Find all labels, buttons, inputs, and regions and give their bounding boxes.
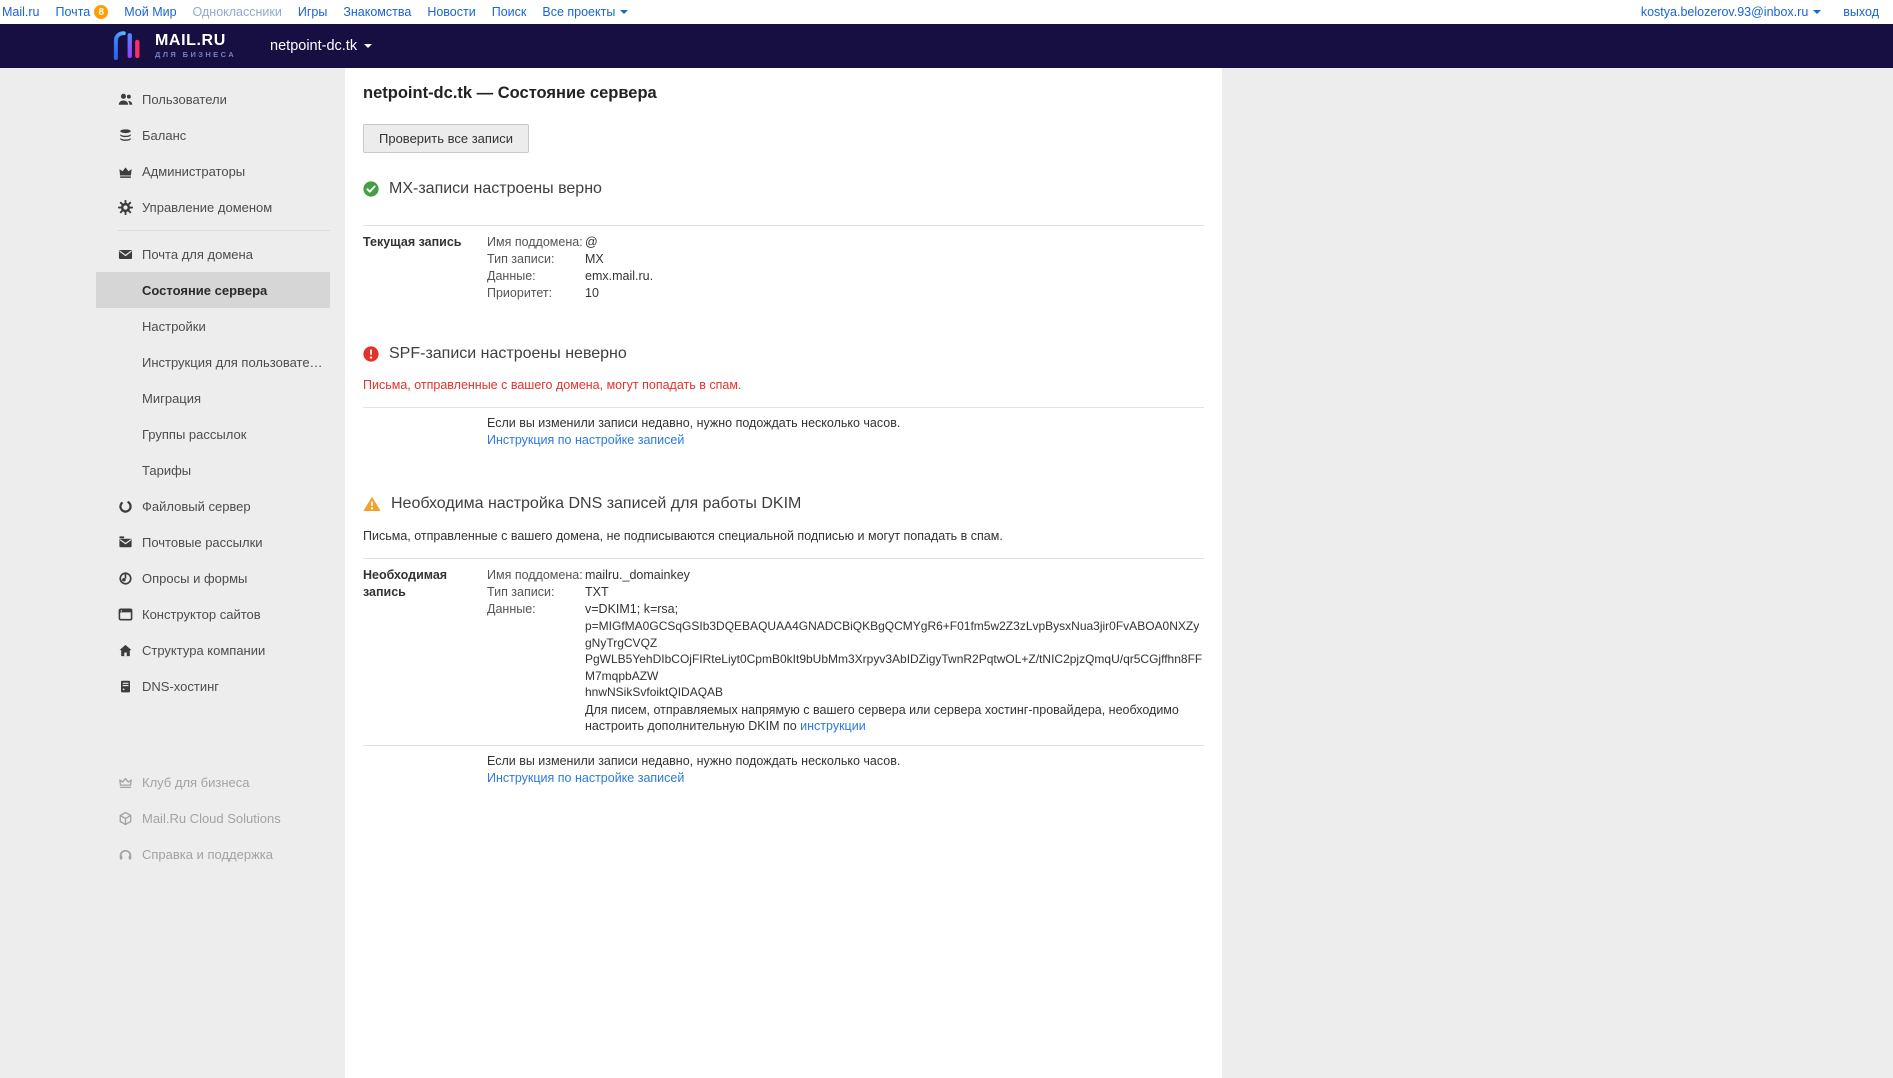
survey-icon xyxy=(118,571,133,586)
all-projects-label: Все проекты xyxy=(542,5,616,19)
spf-instruction-link[interactable]: Инструкция по настройке записей xyxy=(487,433,685,447)
spf-note-block xyxy=(487,415,1204,449)
balance-icon xyxy=(118,128,133,143)
sidebar-item-server-status[interactable] xyxy=(96,272,330,308)
domain-selector[interactable] xyxy=(270,38,372,54)
status-ok-icon xyxy=(363,181,379,197)
dkim-record-table xyxy=(363,567,1204,735)
sidebar-item-label: Баланс xyxy=(142,127,187,143)
sidebar-item-newsletters[interactable] xyxy=(96,524,330,560)
cube-icon xyxy=(118,811,133,826)
spf-heading-text: SPF-записи настроены неверно xyxy=(389,345,627,362)
chevron-down-icon xyxy=(364,44,372,52)
logo-text xyxy=(155,33,236,59)
gear-icon xyxy=(118,200,133,215)
chevron-down-icon xyxy=(620,10,628,18)
logo-subtitle: ДЛЯ БИЗНЕСА xyxy=(155,50,237,59)
circle-arc-icon xyxy=(118,499,133,514)
sidebar-item-label: Справка и поддержка xyxy=(142,846,273,862)
record-row: Имя поддомена: @ xyxy=(487,235,598,249)
sidebar-item-label: Опросы и формы xyxy=(142,570,248,586)
record-row: Приоритет: 10 xyxy=(487,286,599,300)
sidebar-item-label: Администраторы xyxy=(142,163,246,179)
dkim-extra-note: Для писем, отправляемых напрямую с вашего сервера или сервера хостинг-провайдера, необходимо настроить дополнительную DKIM по инструкции xyxy=(585,702,1179,733)
dkim-note-text: Если вы изменили записи недавно, нужно подождать несколько часов. xyxy=(487,753,901,768)
topbar xyxy=(0,0,1893,24)
headphones-icon xyxy=(118,847,133,862)
crown-icon xyxy=(118,164,133,179)
topbar-links xyxy=(2,5,628,19)
logo-title: MAIL.RU xyxy=(155,32,226,49)
sidebar-item-tariffs[interactable] xyxy=(96,452,330,488)
sidebar-item-label: Миграция xyxy=(142,390,202,406)
sidebar xyxy=(0,68,345,1078)
sidebar-item-administrators[interactable] xyxy=(96,153,330,189)
sidebar-item-domain-mail[interactable] xyxy=(96,236,330,272)
sidebar-item-dns-hosting[interactable] xyxy=(96,668,330,704)
dkim-data-value xyxy=(585,601,1204,735)
sidebar-item-label: Клуб для бизнеса xyxy=(142,774,250,790)
chevron-down-icon xyxy=(1813,10,1821,18)
sidebar-item-surveys[interactable] xyxy=(96,560,330,596)
envelope-icon xyxy=(118,247,133,262)
dkim-key-line: PgWLB5YehDIbCOjFIRteLiyt0CpmB0kIt9bUbMm3Xrpyv3AbIDZigyTwnR2PqtwOL+Z/tNIC2pjzQmqU/qr5CGjffhn8FFM7mqpbAZW xyxy=(585,652,1203,683)
spf-warning-text: Письма, отправленные с вашего домена, могут попадать в спам. xyxy=(363,378,742,392)
current-domain: netpoint-dc.tk xyxy=(270,38,358,54)
sidebar-divider xyxy=(117,230,330,231)
divider xyxy=(363,225,1204,226)
sidebar-item-cloud-solutions[interactable] xyxy=(96,800,330,836)
check-all-records-button[interactable]: Проверить все записи xyxy=(363,124,529,153)
record-row: Имя поддомена: mailru._domainkey xyxy=(487,568,690,582)
sidebar-item-settings[interactable] xyxy=(96,308,330,344)
sidebar-item-label: Тарифы xyxy=(142,462,192,478)
sidebar-footer xyxy=(96,764,330,872)
topbar-link-search[interactable]: Поиск xyxy=(491,5,527,19)
record-row: Тип записи: TXT xyxy=(487,585,609,599)
mx-section-heading xyxy=(363,180,1204,198)
mail-count-badge: 8 xyxy=(94,5,108,19)
sidebar-item-company-structure[interactable] xyxy=(96,632,330,668)
sidebar-item-label: Почтовые рассылки xyxy=(142,534,263,550)
mx-record-table xyxy=(363,234,1204,302)
topbar-account xyxy=(1641,5,1879,19)
dkim-section-heading xyxy=(363,495,1204,513)
topbar-link-news[interactable]: Новости xyxy=(427,5,476,19)
topbar-link-mail-label: Почта xyxy=(55,5,91,19)
topbar-link-mail[interactable] xyxy=(56,5,109,19)
spf-section-heading xyxy=(363,345,1204,363)
divider xyxy=(363,558,1204,559)
dkim-key-intro: v=DKIM1; k=rsa; xyxy=(585,602,679,616)
sidebar-item-mailing-groups[interactable] xyxy=(96,416,330,452)
sidebar-item-label: Mail.Ru Cloud Solutions xyxy=(142,810,281,826)
dkim-description: Письма, отправленные с вашего домена, не подписываются специальной подписью и могут попадать в спам. xyxy=(363,529,1003,543)
sidebar-item-users[interactable] xyxy=(96,81,330,117)
dkim-key-line: p=MIGfMA0GCSqGSIb3DQEBAQUAA4GNADCBiQKBgQCMYgR6+F01fm5w2Z3zLvpBysxNua3jir0FvABOA0NXZygNyTrgCVQZ xyxy=(585,619,1200,650)
sidebar-item-label: DNS-хостинг xyxy=(142,678,219,694)
dkim-heading-text: Необходима настройка DNS записей для работы DKIM xyxy=(391,495,802,512)
crown-outline-icon xyxy=(118,775,133,790)
sidebar-item-label: Настройки xyxy=(142,318,206,334)
topbar-link-moy-mir[interactable]: Мой Мир xyxy=(124,5,177,19)
record-type-label: Необходимая запись xyxy=(363,568,448,599)
app-header xyxy=(0,24,1893,68)
house-icon xyxy=(118,643,133,658)
record-row: Тип записи: MX xyxy=(487,252,604,266)
topbar-all-projects-dropdown[interactable] xyxy=(542,5,628,19)
sidebar-item-label: Состояние сервера xyxy=(142,282,268,298)
sidebar-item-support[interactable] xyxy=(96,836,330,872)
sidebar-item-user-instructions[interactable] xyxy=(96,344,330,380)
dkim-note-block xyxy=(487,753,1204,787)
sidebar-item-file-server[interactable] xyxy=(96,488,330,524)
mailru-business-logo[interactable] xyxy=(112,28,236,65)
sidebar-item-migration[interactable] xyxy=(96,380,330,416)
dkim-instruction-link[interactable]: Инструкция по настройке записей xyxy=(487,770,685,785)
sidebar-item-domain-management[interactable] xyxy=(96,189,330,225)
page-title: netpoint-dc.tk — Состояние сервера xyxy=(363,84,657,102)
sidebar-item-site-builder[interactable] xyxy=(96,596,330,632)
sidebar-item-label: Почта для домена xyxy=(142,246,253,262)
status-warning-icon xyxy=(363,496,381,512)
spf-note-text: Если вы изменили записи недавно, нужно подождать несколько часов. xyxy=(487,416,901,430)
sidebar-item-business-club[interactable] xyxy=(96,764,330,800)
browser-icon xyxy=(118,607,133,622)
sidebar-item-label: Файловый сервер xyxy=(142,498,251,514)
server-icon xyxy=(118,679,133,694)
mx-heading-text: MX-записи настроены верно xyxy=(389,180,602,197)
account-email: kostya.belozerov.93@inbox.ru xyxy=(1640,5,1809,19)
account-dropdown[interactable] xyxy=(1641,5,1821,19)
divider xyxy=(363,407,1204,408)
users-icon xyxy=(118,92,133,107)
newsletter-icon xyxy=(118,535,133,550)
sidebar-item-label: Пользователи xyxy=(142,91,227,107)
sidebar-item-label: Инструкция для пользовате… xyxy=(142,354,323,370)
dkim-key-line: hnwNSikSvfoiktQIDAQAB xyxy=(585,685,724,699)
sidebar-item-label: Конструктор сайтов xyxy=(142,606,261,622)
sidebar-item-label: Управление доменом xyxy=(142,199,273,215)
main-content xyxy=(345,68,1222,1078)
topbar-link-mailru[interactable]: Mail.ru xyxy=(2,5,40,19)
status-error-icon xyxy=(363,346,379,362)
sidebar-item-label: Группы рассылок xyxy=(142,426,247,442)
sidebar-item-balance[interactable] xyxy=(96,117,330,153)
topbar-link-games[interactable]: Игры xyxy=(297,5,328,19)
record-row: Данные: emx.mail.ru. xyxy=(487,269,654,283)
mailru-logo-icon xyxy=(112,28,146,65)
logout-link[interactable]: выход xyxy=(1843,5,1879,19)
record-type-label: Текущая запись xyxy=(363,235,462,249)
topbar-link-dating[interactable]: Знакомства xyxy=(343,5,412,19)
dkim-data-row: Данные: v=DKIM1; k=rsa; p=MIGfMA0GCSqGSIb3DQEBAQUAA4GNADCBiQKBgQCMYgR6+F01fm5w2Z3zLvpBysxNua3jir0FvABOA0NXZygNyTrgCVQZ PgWLB5YehDIbCOjFIRteLiyt0CpmB0kIt9bUbMm3Xrpyv3AbIDZigyTwnR2PqtwOL+Z/tNIC2pjzQmqU/qr5CGjffhn8FFM7mqpbAZW hnwNSikSvfoiktQIDAQAB Для писем, отправляемых напрямую с вашего сервера или сервера хостинг-провайдера, необходимо настроить дополнительную DKIM по инструкции xyxy=(487,602,1203,733)
divider xyxy=(363,745,1204,746)
dkim-instruction-inline-link[interactable]: инструкции xyxy=(800,719,866,733)
sidebar-item-label: Структура компании xyxy=(142,642,266,658)
topbar-link-odnoklassniki[interactable]: Одноклассники xyxy=(192,5,282,19)
